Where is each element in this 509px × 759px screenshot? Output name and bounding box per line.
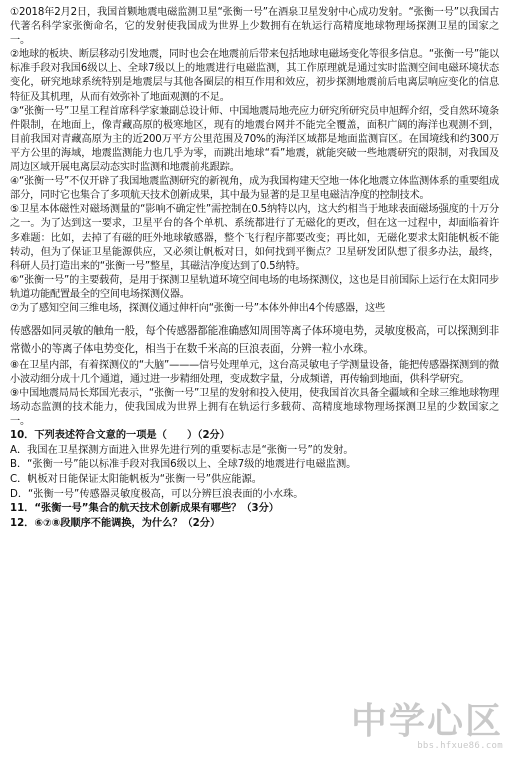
paragraph-2: ②地球的板块、断层移动引发地震，同时也会在地震前后带来包括地球电磁场变化等很多信息。“张衡一号”能以标准手段对我国6级以上、全球7级以上的地震进行电磁监测，其工作原理就是通过实时监测空间电磁环境状态变化，研究地球系统特别是地震层与其他各圈层的相互作用和效应，初步探测地震前后电离层响应变化的信息特征及其机理，从而有效弥补了地面观测的不足。 [10,49,499,103]
watermark-url: bbs.hfxue86.com [417,741,503,751]
question-12: 12．⑥⑦⑧段顺序不能调换，为什么？（2分） [10,517,221,529]
paragraph-7: ⑦为了感知空间三维电场，探测仪通过伸杆向“张衡一号”本体外伸出4个传感器，这些 [10,302,385,314]
paragraph-5: ⑤卫星本体磁性对磁场测量的“影响不确定性”需控制在0.5纳特以内，这大约相当于地球表面磁场强度的十万分之一。为了达到这一要求，卫星平台的各个单机、系统都进行了无磁化的更改，但在这一过程中，却面临着许多难题：比如，去掉了有磁的旺外地球敏感器，整个飞行程序都要改变；再比如，无磁化要求太阳能帆板不能转动，但为了保证卫星能源供应，又必须让帆板对日，如何找到平衡点？卫星研发团队想了很多办法，最终，科研人员打造出来的“张衡一号”整星，其磁洁净度达到了0.5纳特。 [10,204,499,272]
option-c: C．帆板对日能保证太阳能帆板为“张衡一号”供应能源。 [10,473,262,485]
paragraph-4: ④“张衡一号”不仅开辟了我国地震监测研究的新视角，成为我国构建天空地一体化地震立体监测体系的重要组成部分，同时它也集合了多项航天技术创新成果，其中最为显著的是卫星电磁洁净度的控制技术。 [10,176,499,202]
paragraph-9: ⑨中国地震局局长郑国光表示，“张衡一号”卫星的发射和投入使用，使我国首次具备全疆域和全球三维地球物理场动态监测的技术能力，使我国成为世界上拥有在轨运行多载荷、高精度地球物理场探测卫星的少数国家之一。 [10,387,499,428]
option-b: B．“张衡一号”能以标准手段对我国6级以上、全球7级的地震进行电磁监测。 [10,459,357,471]
question-10: 10．下列表述符合文意的一项是（ ）（2分） [10,430,230,442]
site-watermark [351,703,503,751]
option-a: A．我国在卫星探测方面进入世界先进行列的重要标志是“张衡一号”的发射。 [10,444,354,456]
question-11: 11．“张衡一号”集合的航天技术创新成果有哪些？（3分） [10,503,279,515]
watermark-logo-text: 中学心区 [350,701,503,742]
paragraph-7-continued: 传感器如同灵敏的触角一般，每个传感器都能准确感知周围等离子体环境电势，灵敏度极高，可以探测到非常微小的等离子体电势变化，相当于在数千米高的巨浪表面，分辨一粒小水珠。 [10,325,499,356]
paragraph-8: ⑧在卫星内部，有着探测仪的“大脑”———信号处理单元，这台高灵敏电子学测量设备，能把传感器探测到的微小波动细分成十几个通道，通过进一步精细处理，变成数字量，分成频谱，再传输到地面，供科学研究。 [10,359,499,385]
paragraph-3: ③“张衡一号”卫星工程首席科学家兼副总设计师、中国地震局地壳应力研究所研究员申旭辉介绍，受自然环境条件限制，在地面上，像青藏高原的极寒地区，现有的地震台网并不能完全覆盖，面积广阔的海洋也观测不到，目前我国对青藏高原为主的近200万平方公里范围及70%的海洋区域都是地面监测盲区。在国境线和约300万平方公里的海域，地震监测能力也几乎为零，而跳出地球“看”地震，就能突破一些地震研究的限制，对我国及周边区域开展电离层动态实时监测和地震前兆跟踪。 [10,105,499,174]
paragraph-6: ⑥“张衡一号”的主要载荷，是用于探测卫星轨道环境空间电场的电场探测仪，这也是目前国际上运行在太阳同步轨道功能配置最全的空间电场探测仪器。 [10,274,499,300]
paragraph-1: ①2018年2月2日，我国首颗地震电磁监测卫星“张衡一号”在酒泉卫星发射中心成功发射。“张衡一号”以我国古代著名科学家张衡命名，它的发射使我国成为世界上少数拥有在轨运行高精度地球物理场探测卫星的国家之一。 [10,7,499,47]
option-d: D．“张衡一号”传感器灵敏度极高，可以分辨巨浪表面的小水珠。 [10,488,304,500]
